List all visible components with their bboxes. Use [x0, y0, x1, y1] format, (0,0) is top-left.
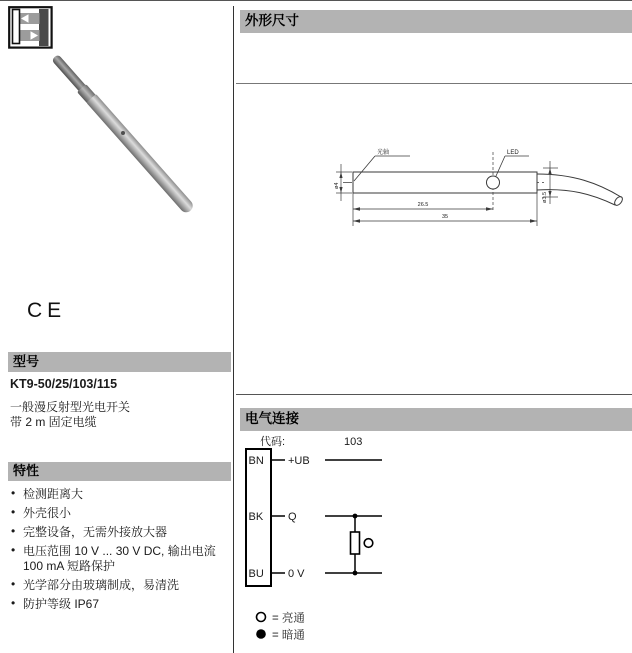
sensor-pictogram-icon: [8, 6, 53, 49]
model-description-line1: 一般漫反射型光电开关: [10, 400, 131, 414]
signal-0v: 0 V: [288, 568, 305, 580]
dimensions-top-rule: [236, 83, 632, 84]
dim-cable-diameter: ø3.5: [542, 191, 548, 203]
wiring-diagram: [240, 428, 410, 653]
dim-body-diameter: ø4: [334, 182, 340, 189]
code-value: 103: [344, 436, 363, 448]
led-label: LED: [507, 150, 519, 156]
features-section-header: 特性: [8, 462, 231, 481]
product-photo: [50, 52, 200, 212]
dimension-drawing: [330, 128, 632, 230]
dim-26-5: 26.5: [417, 202, 429, 208]
feature-item: • 检测距离大: [8, 487, 222, 502]
junction-dot: [353, 571, 358, 576]
product-led-hole: [121, 131, 125, 135]
feature-item: • 防护等级 IP67: [8, 597, 222, 612]
junction-dot: [353, 514, 358, 519]
terminal-bn: BN: [248, 455, 264, 467]
dim-35: 35: [441, 214, 449, 220]
features-list: [8, 487, 222, 616]
signal-q: Q: [288, 511, 297, 523]
connection-section-header: 电气连接: [240, 408, 632, 431]
feature-item: • 光学部分由玻璃制成，易清洗: [8, 578, 222, 593]
model-description-line2: 带 2 m 固定电缆: [10, 414, 97, 429]
product-body: [86, 94, 195, 215]
model-section-header: 型号: [8, 352, 231, 372]
feature-item: • 完整设备，无需外接放大器: [8, 525, 222, 540]
feature-item: • 电压范围 10 V ... 30 V DC, 输出电流 100 mA 短路保护: [8, 544, 222, 574]
legend-dark-on: = 暗通: [272, 629, 305, 642]
dark-on-icon: [256, 629, 266, 639]
feature-item: • 外壳很小: [8, 506, 222, 521]
column-divider: [233, 6, 234, 653]
legend-light-on: = 亮通: [272, 612, 305, 625]
model-number: KT9-50/25/103/115: [10, 377, 118, 391]
ce-mark: CE: [27, 299, 67, 322]
terminal-bk: BK: [248, 511, 264, 523]
light-on-icon: [257, 613, 266, 622]
optical-axis-label: 光轴: [377, 150, 390, 156]
light-on-output-icon: [364, 539, 373, 548]
signal-ub: +UB: [288, 455, 310, 467]
connection-top-rule: [236, 394, 632, 395]
page-top-rule: [0, 0, 632, 1]
load-resistor: [351, 532, 360, 554]
terminal-bu: BU: [248, 568, 264, 580]
code-label: 代码:: [260, 436, 286, 448]
dimensions-section-header: 外形尺寸: [240, 10, 632, 33]
